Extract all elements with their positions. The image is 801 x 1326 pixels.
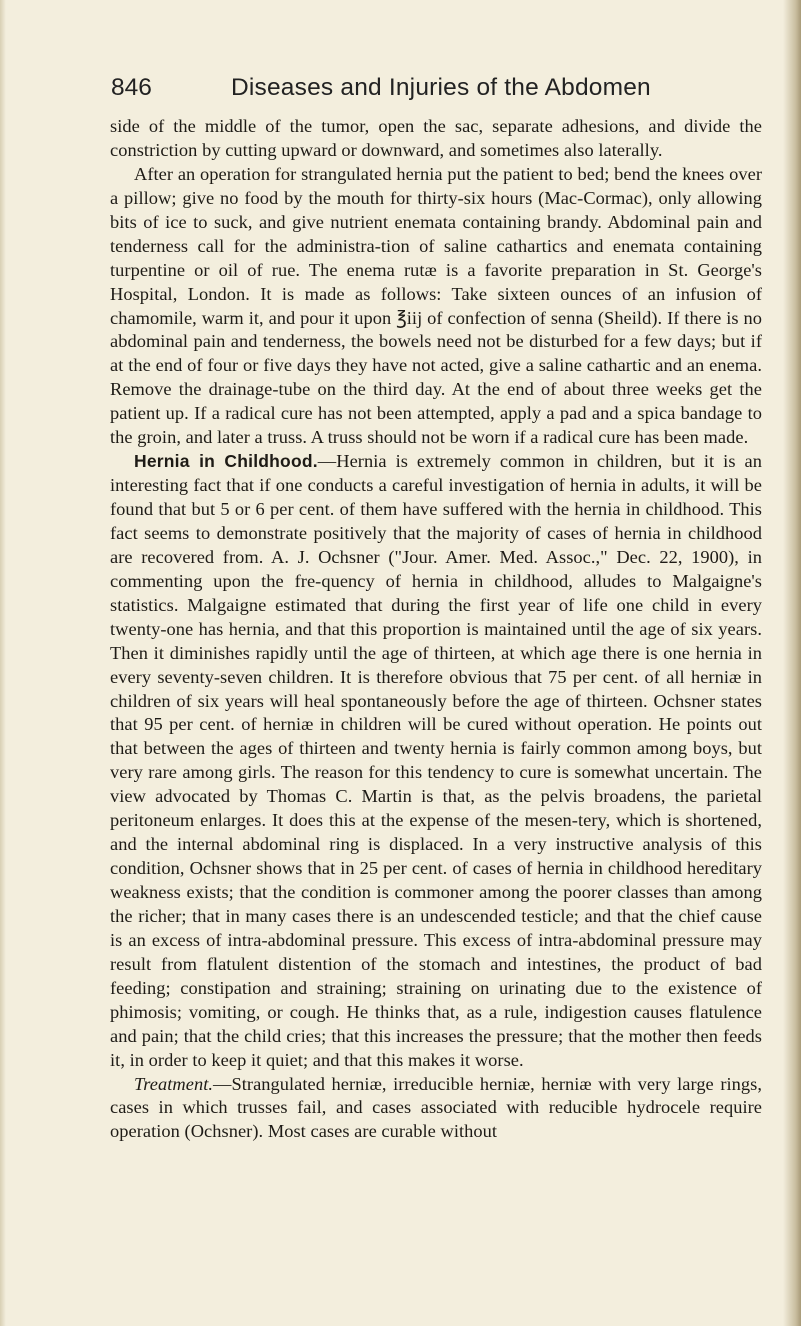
- paragraph-continuation: side of the middle of the tumor, open the sac, separate adhesions, and divide the constriction by cutting upward or downward, and sometimes also laterally.: [110, 116, 762, 160]
- paragraph-treatment: [110, 1073, 762, 1145]
- paragraph-after-operation: After an operation for strangulated hernia put the patient to bed; bend the knees over a pillow; give no food by the mouth for thirty-six hours (Mac-Cormac), only allowing bits of ice to suck, and give nutrient enemata containing brandy. Abdominal pain and tenderness call for the administra-tion of saline cathartics and enemata containing turpentine or oil of rue. The enema rutæ is a favorite preparation in St. George's Hospital, London. It is made as follows: Take sixteen ounces of an infusion of chamomile, warm it, and pour it upon ℥iij of confection of senna (Sheild). If there is no abdominal pain and tenderness, the bowels need not be disturbed for a few days; but if at the end of four or five days they have not acted, give a saline cathartic and an enema. Remove the drainage-tube on the third day. At the end of about three weeks get the patient up. If a radical cure has not been attempted, apply a pad and a spica bandage to the groin, and later a truss. A truss should not be worn if a radical cure has been made.: [110, 163, 762, 448]
- page-edge-left: [0, 0, 6, 1326]
- paragraph-hernia-in-childhood: [110, 450, 762, 1072]
- page-number: 846: [111, 74, 152, 101]
- paragraph-treatment-text: —Strangulated herniæ, irreducible herniæ, herniæ with very large rings, cases in which trusses fail, and cases associated with reducible hydrocele require operation (Ochsner). Most cases are curable without: [110, 1073, 762, 1142]
- page-edge-right: [783, 0, 801, 1326]
- section-heading-hernia-in-childhood: Hernia in Childhood.: [134, 451, 318, 472]
- body-text: [110, 115, 762, 1144]
- running-title: Diseases and Injuries of the Abdomen: [231, 74, 651, 101]
- paragraph-hernia-in-childhood-text: —Hernia is extremely common in children, but it is an interesting fact that if one conducts a careful investigation of hernia in adults, it will be found that but 5 or 6 per cent. of them have suffered with the hernia in childhood. This fact seems to demonstrate positively that the majority of cases of hernia in childhood are recovered from. A. J. Ochsner ("Jour. Amer. Med. Assoc.," Dec. 22, 1900), in commenting upon the fre-quency of hernia in childhood, alludes to Malgaigne's statistics. Malgaigne estimated that during the first year of life one child in every twenty-one has hernia, and that this proportion is maintained until the age of six years. Then it diminishes rapidly until the age of thirteen, at which age there is one hernia in every seventy-seven children. It is therefore obvious that 75 per cent. of all herniæ in children of six years will heal spontaneously before the age of thirteen. Ochsner states that 95 per cent. of herniæ in children will be cured without operation. He points out that between the ages of thirteen and twenty hernia is fairly common among boys, but very rare among girls. The reason for this tendency to cure is somewhat uncertain. The view advocated by Thomas C. Martin is that, as the pelvis broadens, the parietal peritoneum enlarges. It does this at the expense of the mesen-tery, which is shortened, and the internal abdominal ring is displaced. In a very instructive analysis of this condition, Ochsner shows that in 25 per cent. of cases of hernia in childhood hereditary weakness exists; that the condition is commoner among the poorer classes than among the richer; that in many cases there is an undescended testicle; and that the chief cause is an excess of intra-abdominal pressure. This excess of intra-abdominal pressure may result from flatulent distention of the stomach and intestines, the product of bad feeding; constipation and straining; straining on urinating due to the existence of phimosis; vomiting, or cough. He thinks that, as a rule, indigestion causes flatulence and pain; that the child cries; that this increases the pressure; that the mother then feeds it, in order to keep it quiet; and that this makes it worse.: [110, 451, 762, 1070]
- page-header: [111, 74, 765, 108]
- section-heading-treatment: Treatment.: [134, 1073, 214, 1094]
